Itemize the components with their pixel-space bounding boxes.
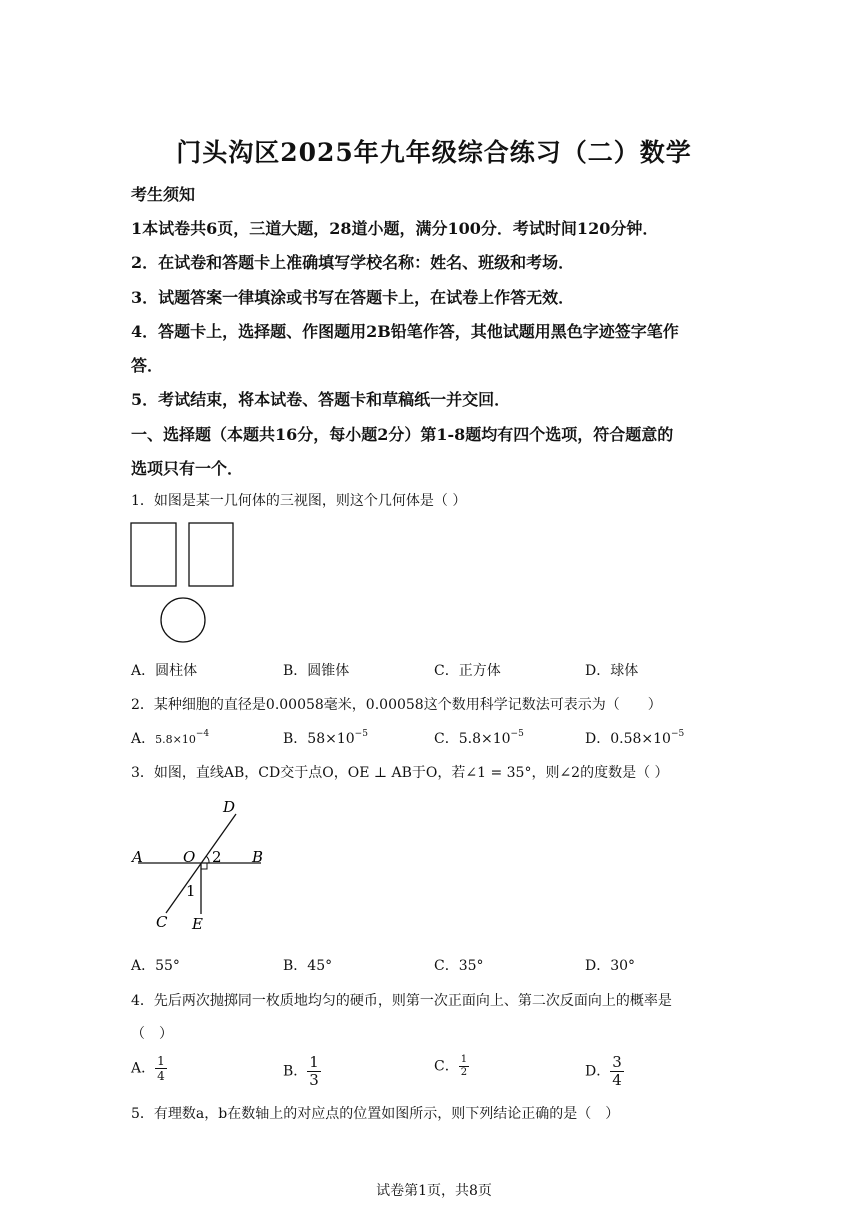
- label-o: O: [183, 848, 196, 866]
- side-view-rect: [189, 523, 233, 586]
- q1-option-c[interactable]: C．正方体: [434, 663, 501, 679]
- label-b: B: [252, 848, 264, 866]
- q3-option-d[interactable]: D．30°: [585, 958, 636, 974]
- intersecting-lines-figure: [126, 796, 276, 936]
- section-heading: 一、选择题（本题共16分，每小题2分）第1-8题均有四个选项，符合题意的: [131, 425, 674, 444]
- q3-option-b[interactable]: B．45°: [283, 958, 333, 974]
- question-4-stem: 4．先后两次抛掷同一枚质地均匀的硬币，则第一次正面向上、第二次反面向上的概率是: [131, 993, 672, 1009]
- q2-option-c-label: C．: [434, 731, 459, 747]
- q2-option-c-base: 5.8×10: [458, 731, 511, 747]
- question-5-stem: 5．有理数a，b在数轴上的对应点的位置如图所示，则下列结论正确的是（ ）: [131, 1106, 620, 1122]
- q4-option-d-label: D．: [585, 1063, 611, 1080]
- q3-option-c[interactable]: C．35°: [434, 958, 484, 974]
- label-e: E: [192, 915, 203, 933]
- notice-item-3: 3．试题答案一律填涂或书写在答题卡上，在试卷上作答无效．: [131, 288, 575, 307]
- q1-option-a[interactable]: A．圆柱体: [131, 663, 198, 679]
- q4-option-a[interactable]: [131, 1055, 167, 1082]
- angle-2-arc: [206, 856, 209, 863]
- q4-option-d[interactable]: [585, 1055, 624, 1088]
- notice-item-4: 4．答题卡上，选择题、作图题用2B铅笔作答，其他试题用黑色字迹签字笔作: [131, 322, 679, 341]
- label-c: C: [156, 913, 168, 931]
- q2-option-a-label: A．: [131, 731, 156, 747]
- question-2-stem: 2．某种细胞的直径是0.00058毫米，0.00058这个数用科学记数法可表示为（ ）: [131, 697, 662, 713]
- notice-item-5: 5．考试结束，将本试卷、答题卡和草稿纸一并交回．: [131, 390, 511, 409]
- front-view-rect: [131, 523, 176, 586]
- right-angle-mark: [201, 863, 207, 869]
- three-view-figure: [128, 520, 240, 646]
- q2-option-c[interactable]: [434, 728, 524, 748]
- page-title: 门头沟区2025年九年级综合练习（二）数学: [176, 138, 692, 167]
- q1-option-b[interactable]: B．圆锥体: [283, 663, 350, 679]
- q4-option-d-fraction: $\frac{3}{4}$: [612, 1053, 622, 1089]
- q4-option-c-fraction: $\frac{1}{2}$: [460, 1054, 468, 1078]
- q2-option-b-label: B．: [283, 731, 308, 747]
- label-angle-2: 2: [212, 848, 222, 866]
- q1-option-d[interactable]: D．球体: [585, 663, 639, 679]
- q2-option-a-exp: −4: [195, 729, 210, 739]
- q2-option-c-exp: −5: [510, 729, 524, 739]
- question-3-stem: 3．如图，直线AB，CD交于点O，OE ⊥ AB于O，若∠1 = 35°，则∠2的度数是（ ）: [131, 765, 669, 781]
- q2-option-a-base: 5.8×10: [155, 733, 196, 746]
- q4-option-b-label: B．: [283, 1063, 308, 1080]
- page-footer: 试卷第1页，共8页: [376, 1183, 492, 1199]
- q4-option-c-label: C．: [434, 1058, 459, 1075]
- q4-option-b-fraction: $\frac{1}{3}$: [309, 1053, 319, 1089]
- question-4-stem-cont: （ ）: [131, 1026, 173, 1042]
- notice-heading: 考生须知: [131, 185, 196, 204]
- label-angle-1: 1: [186, 882, 196, 900]
- q2-option-b[interactable]: [283, 728, 368, 748]
- q2-option-d-exp: −5: [670, 729, 685, 739]
- top-view-circle: [161, 598, 205, 642]
- notice-item-1: 1本试卷共6页，三道大题，28道小题，满分100分．考试时间120分钟．: [131, 219, 659, 238]
- q4-option-c[interactable]: [434, 1055, 469, 1078]
- notice-item-4-cont: 答．: [131, 356, 164, 375]
- q2-option-b-base: 58×10: [307, 731, 355, 747]
- q2-option-a[interactable]: [131, 728, 209, 748]
- q2-option-d-base: 0.58×10: [610, 731, 671, 747]
- q2-option-d[interactable]: [585, 728, 684, 748]
- label-d: D: [223, 798, 236, 816]
- question-1-stem: 1．如图是某一几何体的三视图，则这个几何体是（ ）: [131, 493, 467, 509]
- q2-option-b-exp: −5: [354, 729, 368, 739]
- q4-option-b[interactable]: [283, 1055, 321, 1088]
- section-heading-cont: 选项只有一个．: [131, 459, 244, 478]
- notice-item-2: 2．在试卷和答题卡上准确填写学校名称：姓名、班级和考场．: [131, 253, 575, 272]
- q2-option-d-label: D．: [585, 731, 611, 747]
- q4-option-a-fraction: $\frac{1}{4}$: [157, 1054, 165, 1083]
- label-a: A: [132, 848, 143, 866]
- q4-option-a-label: A．: [131, 1060, 156, 1077]
- q3-option-a[interactable]: A．55°: [131, 958, 180, 974]
